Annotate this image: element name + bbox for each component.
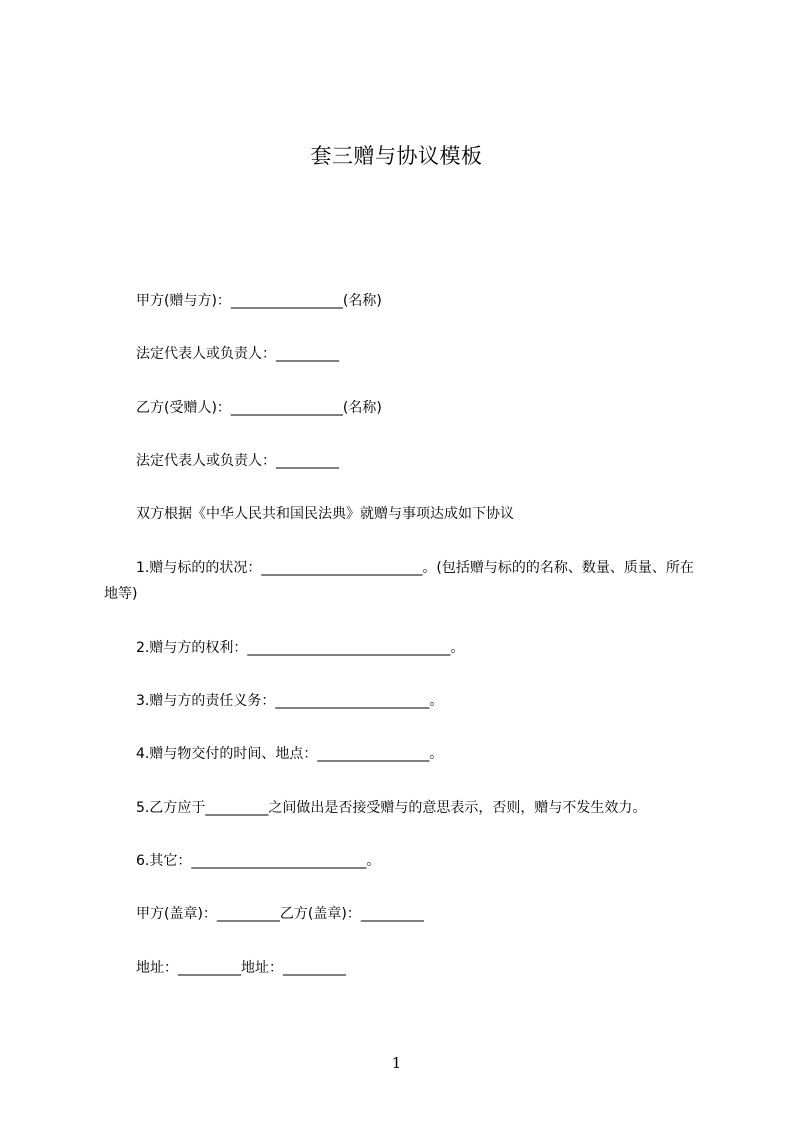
clause-4-delivery-time-place: 4.赠与物交付的时间、地点：________________。 xyxy=(136,746,444,762)
page-number: 1 xyxy=(391,1054,402,1072)
clause-5-acceptance: 5.乙方应于_________之间做出是否接受赠与的意思表示，否则，赠与不发生效力。 xyxy=(136,800,647,816)
party-b-line: 乙方(受赠人)：________________(名称) xyxy=(136,400,382,416)
document-title: 套三赠与协议模板 xyxy=(310,144,483,168)
party-a-representative-line: 法定代表人或负责人：_________ xyxy=(136,346,339,362)
clause-3-donor-obligations: 3.赠与方的责任义务：______________________。 xyxy=(136,693,444,709)
clause-6-other: 6.其它：_________________________。 xyxy=(136,853,381,869)
agreement-intro-line: 双方根据《中华人民共和国民法典》就赠与事项达成如下协议 xyxy=(136,506,514,522)
clause-1-gift-status: 1.赠与标的的状况：_______________________。(包括赠与标的的名称、数量、质量、所在地等) xyxy=(104,560,694,602)
address-line: 地址：_________地址：_________ xyxy=(136,960,346,976)
signature-seal-line: 甲方(盖章)：_________乙方(盖章)：_________ xyxy=(136,906,424,922)
clause-2-donor-rights: 2.赠与方的权利：_____________________________。 xyxy=(136,640,465,656)
party-a-line: 甲方(赠与方)：________________(名称) xyxy=(136,293,382,309)
party-b-representative-line: 法定代表人或负责人：_________ xyxy=(136,453,339,469)
